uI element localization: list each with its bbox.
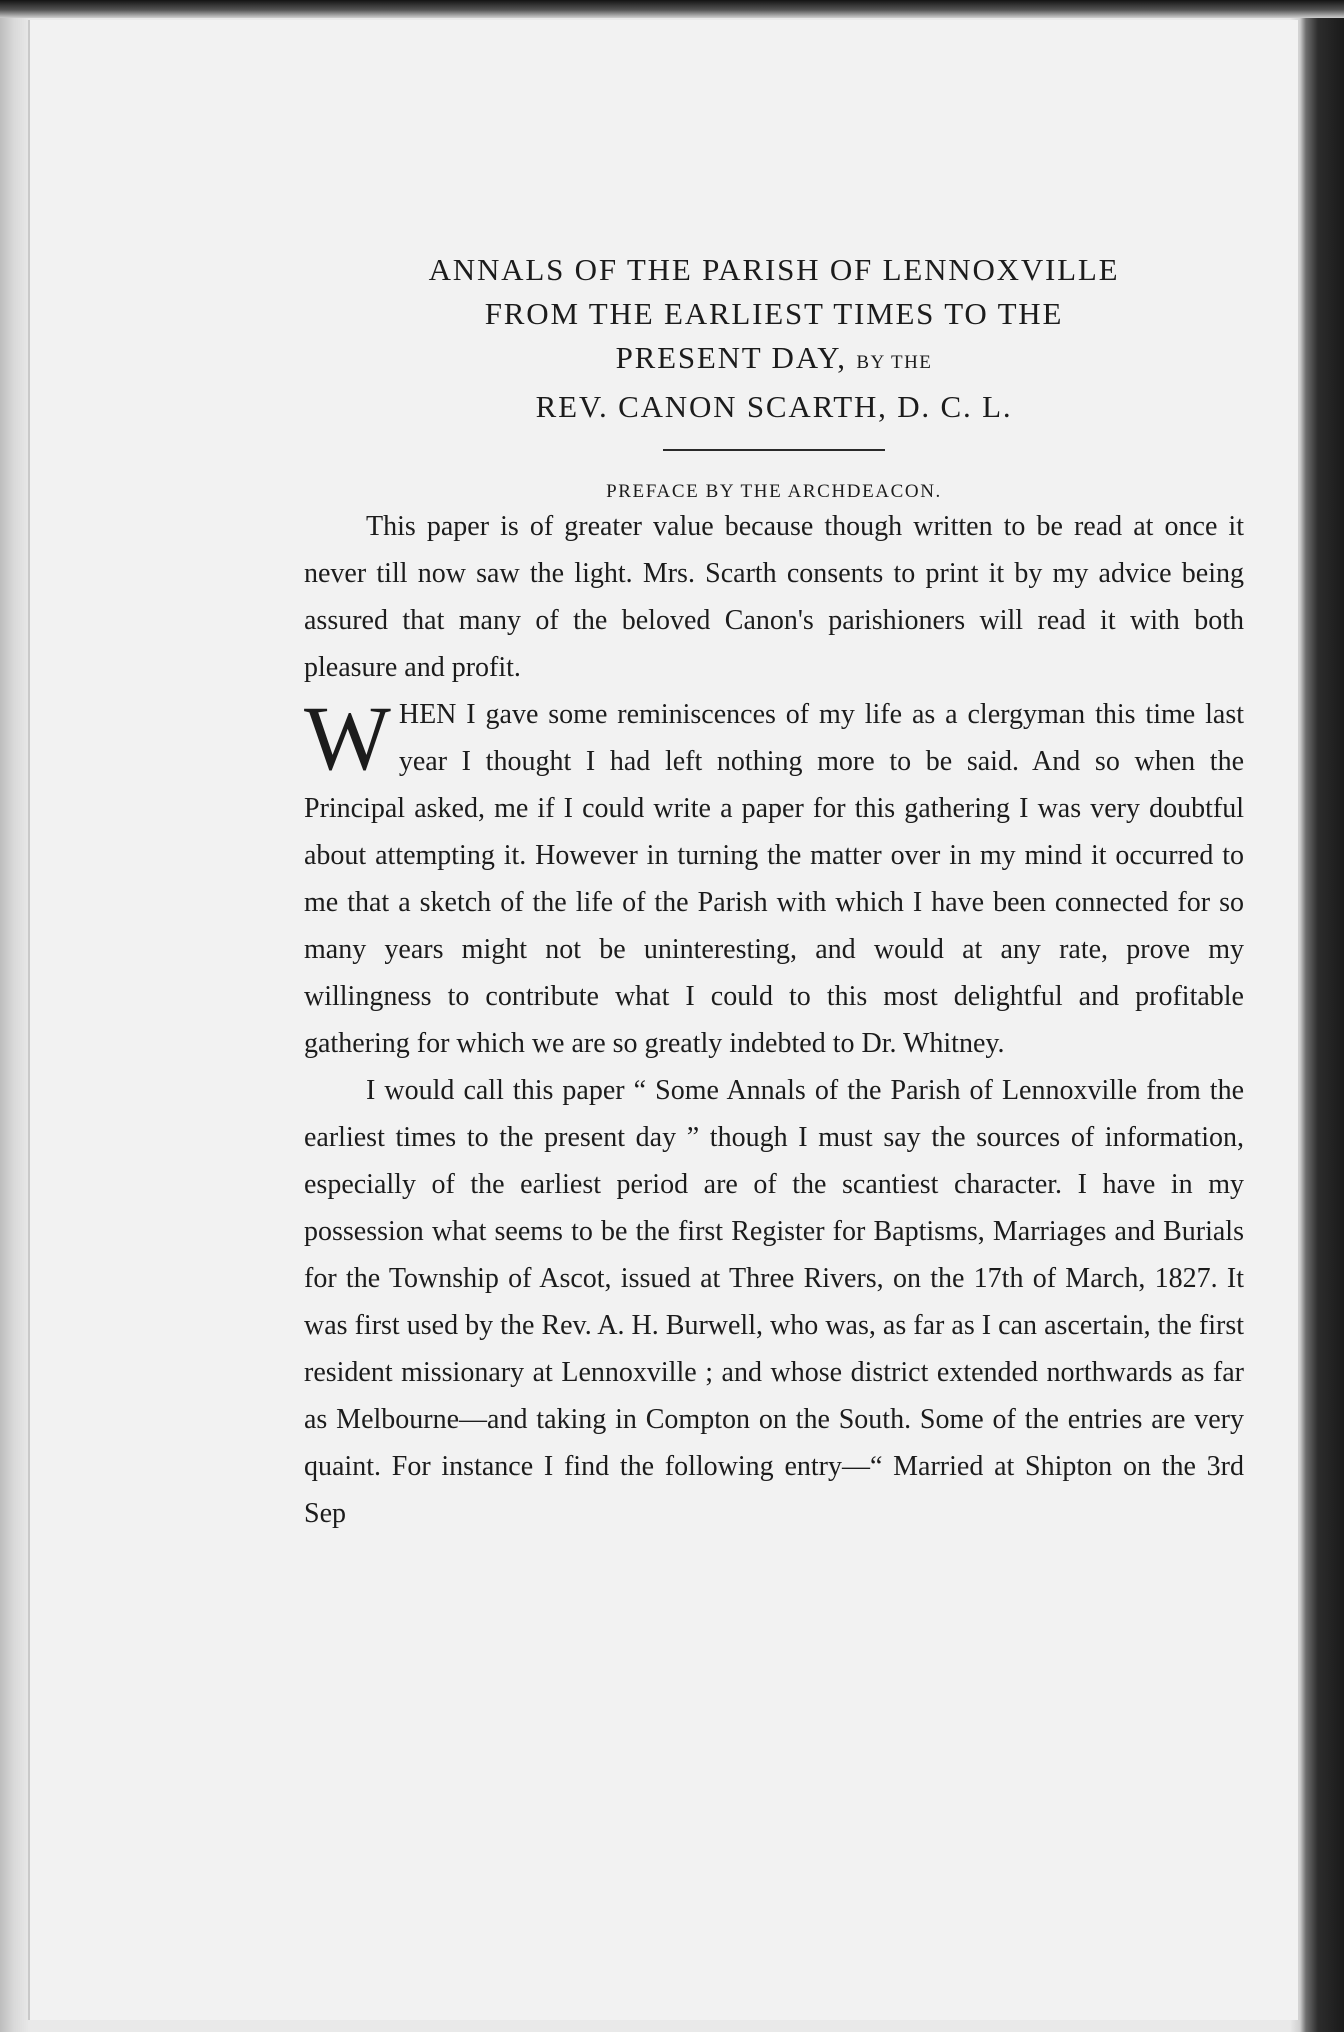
title-line-4-author: REV. CANON SCARTH, D. C. L.	[535, 389, 1013, 424]
title-line-3-small: BY THE	[856, 352, 933, 373]
preface-paragraph: This paper is of greater value because though written to be read at once it never till now saw the light. Mrs. Scarth consents to print it by my advice being assured that many of the beloved Canon's parishioners will read it with both pleasure and profit.	[304, 511, 1244, 683]
preface-heading: PREFACE BY THE ARCHDEACON.	[606, 481, 942, 502]
body-paragraph-1	[304, 687, 1244, 1067]
body-paragraph-1-text: HEN I gave some reminiscences of my life as a clergyman this time last year I thought I had left nothing more to be said. And so when the Principal asked, me if I could write a paper for this gathering I was very doubtful about attempting it. However in turning the matter over in my mind it occurred to me that a sketch of the life of the Parish with which I have been connected for so many years might not be uninteresting, and would at any rate, prove my willingness to contribute what I could to this most delightful and profitable gathering for which we are so greatly indebted to Dr. Whitney.	[304, 699, 1244, 1059]
body-paragraph-2: I would call this paper “ Some Annals of the Parish of Lennoxville from the earliest times to the present day ” though I must say the sources of information, especially of the earliest period are of the scantiest character. I have in my possession what seems to be the first Register for Baptisms, Marriages and Burials for the Township of Ascot, issued at Three Rivers, on the 17th of March, 1827. It was first used by the Rev. A. H. Burwell, who was, as far as I can ascertain, the first resident missionary at Lennoxville ; and whose district extended northwards as far as Melbourne—and taking in Compton on the South. Some of the entries are very quaint. For instance I find the following entry—“ Married at Shipton on the 3rd Sep	[304, 1075, 1244, 1529]
page-content	[304, 248, 1244, 1537]
title-line-2: FROM THE EARLIEST TIMES TO THE	[484, 296, 1064, 331]
title-divider	[663, 449, 885, 451]
title-line-1: ANNALS OF THE PARISH OF LENNOXVILLE	[428, 252, 1120, 287]
title-line-3-main: PRESENT DAY,	[615, 340, 847, 375]
book-page	[28, 20, 1298, 2020]
document-title	[304, 248, 1244, 429]
scan-top-edge	[0, 0, 1344, 18]
title-line-3	[304, 336, 1244, 385]
drop-cap: W	[304, 687, 391, 789]
